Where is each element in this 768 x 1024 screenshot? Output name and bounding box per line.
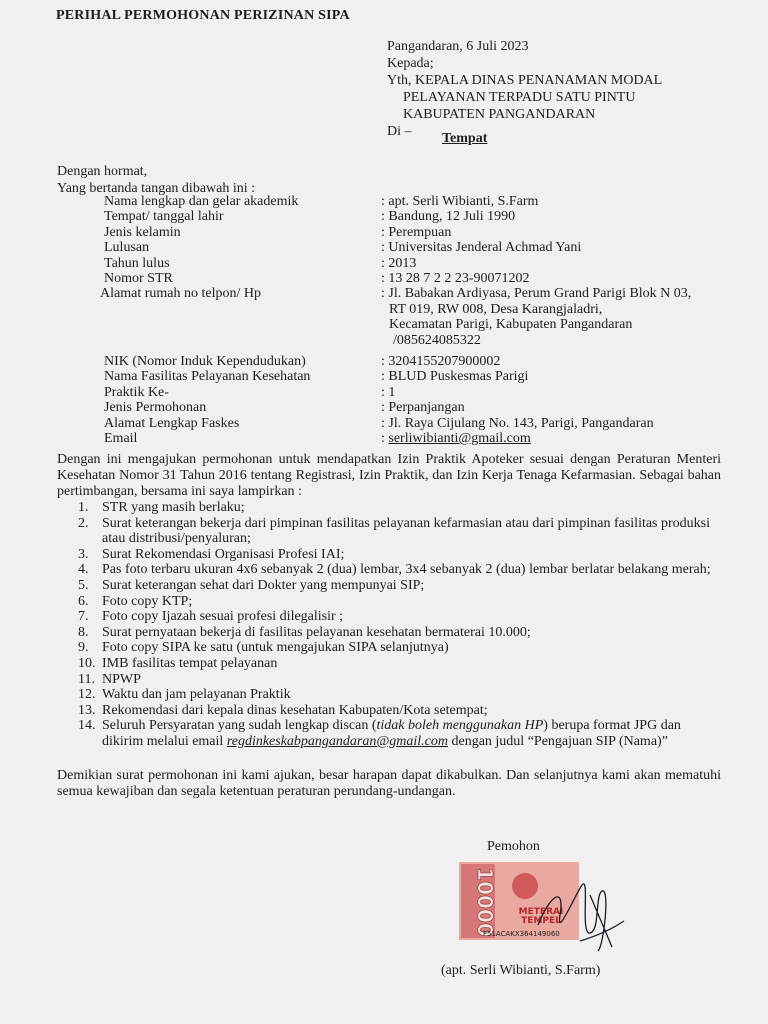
list-number: 11. <box>78 671 95 687</box>
item14-italic: tidak boleh menggunakan HP <box>376 718 544 734</box>
list-number: 9. <box>78 640 89 656</box>
list-item <box>78 500 718 516</box>
field-label <box>104 302 381 317</box>
list-item <box>78 547 718 563</box>
field-label: Praktik Ke- <box>104 384 169 400</box>
field-value: RT 019, RW 008, Desa Karangjaladri, <box>389 301 603 317</box>
field-value: /085624085322 <box>393 332 481 348</box>
stamp-label-1: METERAI <box>518 907 564 917</box>
field-value: : apt. Serli Wibianti, S.Farm <box>381 194 539 209</box>
field-row <box>104 354 724 369</box>
field-label: Email <box>104 431 138 447</box>
list-text: Foto copy SIPA ke satu (untuk mengajukan SIPA selanjutnya) <box>102 640 449 656</box>
field-value: : Jl. Babakan Ardiyasa, Perum Grand Parigi Blok N 03, <box>381 286 692 302</box>
list-text: Surat keterangan bekerja dari pimpinan fasilitas pelayanan kefarmasian atau dari pimpinan fasilitas produksi atau distribusi/penyaluran; <box>102 515 711 547</box>
list-number: 14. <box>78 718 96 734</box>
closing-paragraph: Demikian surat permohonan ini kami ajukan, besar harapan dapat dikabulkan. Dan selanjutnya kami akan mematuhi semua kewajiban dan segala ketentuan peraturan perundang-undangan. <box>57 768 721 800</box>
list-number: 5. <box>78 577 89 593</box>
field-row <box>104 256 724 271</box>
list-number: 2. <box>78 515 89 531</box>
item14-part1: Seluruh Persyaratan yang sudah lengkap discan ( <box>102 718 377 734</box>
handwritten-signature <box>520 855 630 965</box>
field-value: : Bandung, 12 Juli 1990 <box>381 209 516 225</box>
stamp-serial: F51ACAKX364149060 <box>483 930 560 938</box>
di-label: Di – <box>387 124 412 139</box>
list-item <box>78 594 718 610</box>
list-text: Pas foto terbaru ukuran 4x6 sebanyak 2 (dua) lembar, 3x4 sebanyak 2 (dua) lembar berlatar belakang merah; <box>102 562 711 578</box>
list-number: 12. <box>78 687 96 703</box>
field-label: Nomor STR <box>104 271 173 287</box>
list-item <box>78 562 718 578</box>
field-value: : 13 28 7 2 2 23-90071202 <box>381 271 530 287</box>
field-value: : Perpanjangan <box>381 400 465 416</box>
attachments-list <box>78 500 718 750</box>
field-value: : 3204155207900002 <box>381 354 501 370</box>
recipient-block <box>387 38 662 140</box>
greeting-line-2: Yang bertanda tangan dibawah ini : <box>57 181 256 196</box>
field-value: : Jl. Raya Cijulang No. 143, Parigi, Pangandaran <box>381 415 654 431</box>
field-row <box>104 400 724 415</box>
greeting <box>57 163 255 197</box>
list-text: Surat pernyataan bekerja di fasilitas pelayanan kesehatan bermaterai 10.000; <box>102 624 531 640</box>
tempat-label: Tempat <box>442 131 488 146</box>
list-number: 3. <box>78 546 89 562</box>
place-date: Pangandaran, 6 Juli 2023 <box>387 39 529 54</box>
list-number: 6. <box>78 593 89 609</box>
field-value <box>381 431 724 446</box>
list-item <box>78 578 718 594</box>
list-item <box>78 703 718 719</box>
list-number: 10. <box>78 655 96 671</box>
dinkes-email: regdinkeskabpangandaran@gmail.com <box>226 733 448 749</box>
list-number: 1. <box>78 500 89 515</box>
field-row <box>100 286 724 302</box>
field-row <box>104 209 724 224</box>
list-item <box>78 687 718 703</box>
stamp-value: 10000 <box>473 867 497 937</box>
recipient-line-3: KABUPATEN PANGANDARAN <box>403 107 596 122</box>
list-text: Waktu dan jam pelayanan Praktik <box>102 687 291 703</box>
field-row <box>104 431 724 446</box>
field-row <box>104 240 724 255</box>
kepada-label: Kepada; <box>387 56 434 71</box>
item14-part2: ) berupa format JPG dan dikirim melalui email <box>102 718 681 749</box>
list-item <box>78 656 718 672</box>
field-value: : Universitas Jenderal Achmad Yani <box>381 240 582 256</box>
field-row <box>104 333 724 348</box>
list-text: Foto copy Ijazah sesuai profesi dilegalisir ; <box>102 609 344 625</box>
field-label: Tahun lulus <box>104 255 170 271</box>
field-row <box>104 317 724 332</box>
field-label: Alamat Lengkap Faskes <box>104 415 240 431</box>
field-label: Jenis kelamin <box>104 224 181 240</box>
list-item <box>78 516 718 547</box>
list-text: Surat Rekomendasi Organisasi Profesi IAI; <box>102 546 345 562</box>
field-value: : Perempuan <box>381 224 452 240</box>
request-paragraph: Dengan ini mengajukan permohonan untuk mendapatkan Izin Praktik Apoteker sesuai dengan Peraturan Menteri Kesehatan Nomor 31 Tahun 2016 tentang Registrasi, Izin Praktik, dan Izin Kerja Tenaga Kefarmasian. Sebagai bahan pertimbangan, bersama ini saya lampirkan : <box>57 452 721 500</box>
field-row <box>104 194 724 209</box>
field-label: Nama Fasilitas Pelayanan Kesehatan <box>104 369 311 385</box>
greeting-line-1: Dengan hormat, <box>57 164 148 179</box>
field-label: Lulusan <box>104 240 150 256</box>
list-number: 13. <box>78 702 96 718</box>
applicant-details <box>100 194 724 447</box>
field-row <box>104 416 724 431</box>
list-number: 8. <box>78 624 89 640</box>
applicant-email: serliwibianti@gmail.com <box>388 431 531 447</box>
list-number: 7. <box>78 609 89 625</box>
field-row <box>104 225 724 240</box>
list-item <box>78 718 718 749</box>
list-text <box>102 718 718 749</box>
list-text: Rekomendasi dari kepala dinas kesehatan Kabupaten/Kota setempat; <box>102 702 488 718</box>
field-label: NIK (Nomor Induk Kependudukan) <box>104 354 306 370</box>
field-row <box>104 369 724 384</box>
list-item <box>78 609 718 625</box>
email-prefix: : <box>381 431 389 447</box>
list-text: IMB fasilitas tempat pelayanan <box>102 655 278 671</box>
item14-part3: dengan judul “Pengajuan SIP (Nama)” <box>447 733 668 749</box>
list-item <box>78 625 718 641</box>
signer-name: (apt. Serli Wibianti, S.Farm) <box>441 963 601 978</box>
field-label <box>104 333 381 348</box>
field-label: Nama lengkap dan gelar akademik <box>104 194 299 209</box>
field-value: Kecamatan Parigi, Kabupaten Pangandaran <box>389 317 633 333</box>
list-number: 4. <box>78 562 89 578</box>
field-label <box>104 317 381 332</box>
field-row <box>104 271 724 286</box>
field-row <box>104 385 724 400</box>
signature-stroke <box>538 884 624 951</box>
field-value: : 1 <box>381 384 396 400</box>
recipient-line-1: Yth, KEPALA DINAS PENANAMAN MODAL <box>387 73 663 88</box>
letter-subject: PERIHAL PERMOHONAN PERIZINAN SIPA <box>56 8 350 23</box>
list-item <box>78 672 718 688</box>
stamp-label-2: TEMPEL <box>521 916 561 926</box>
field-label: Jenis Permohonan <box>104 400 207 416</box>
list-text: Surat keterangan sehat dari Dokter yang mempunyai SIP; <box>102 577 425 593</box>
list-item <box>78 640 718 656</box>
recipient-line-2: PELAYANAN TERPADU SATU PINTU <box>403 90 636 105</box>
list-text: Foto copy KTP; <box>102 593 193 609</box>
field-label: Tempat/ tanggal lahir <box>104 209 224 225</box>
field-value: : BLUD Puskesmas Parigi <box>381 369 529 385</box>
field-value: : 2013 <box>381 255 417 271</box>
list-text: STR yang masih berlaku; <box>102 500 245 515</box>
field-label: Alamat rumah no telpon/ Hp <box>100 286 261 302</box>
field-row <box>104 302 724 317</box>
pemohon-label: Pemohon <box>487 839 540 854</box>
list-text: NPWP <box>102 671 141 687</box>
